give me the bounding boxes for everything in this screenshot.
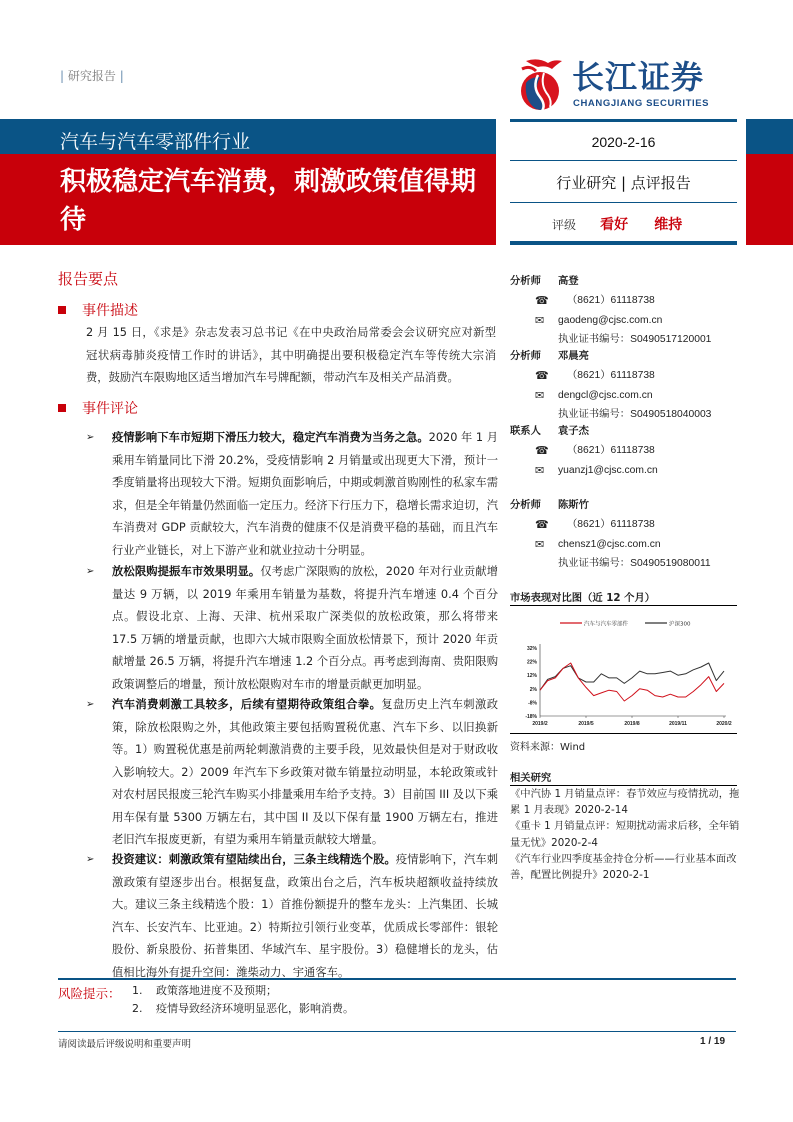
contact-role: 分析师 xyxy=(510,350,541,362)
divider xyxy=(510,160,737,161)
analyst-card xyxy=(510,496,750,574)
contact-license: 执业证书编号：S0490519080011 xyxy=(558,558,711,570)
svg-text:2019/8: 2019/8 xyxy=(624,721,640,727)
contact-role: 分析师 xyxy=(510,275,541,287)
svg-text:沪深300: 沪深300 xyxy=(669,621,691,628)
risk-item xyxy=(132,1000,354,1018)
event-desc-text: 2 月 15 日，《求是》杂志发表习总书记《在中央政治局常委会会议研究应对新型冠状病毒肺炎疫情工作时的讲话》，其中明确提出要积极稳定汽车等传统大宗消费，鼓励汽车限购地区适当增加汽车号牌配额，带动汽车及相关产品消费。 xyxy=(86,326,496,384)
rating-action: 维持 xyxy=(654,217,683,233)
rating-row xyxy=(510,214,737,234)
event-comment-title: 事件评论 xyxy=(82,401,138,417)
divider xyxy=(510,202,737,203)
event-desc-title: 事件描述 xyxy=(82,303,138,319)
analyst-card xyxy=(510,272,750,350)
phone-icon: ☎ xyxy=(535,444,549,458)
logo-text-en: CHANGJIANG SECURITIES xyxy=(573,98,710,109)
contact-phone: （8621）61118738 xyxy=(567,445,655,457)
bullet-lead: 投资建议：刺激政策有望陆续出台，三条主线精选个股。 xyxy=(112,853,396,866)
page-number: 1 / 19 xyxy=(700,1036,726,1047)
email-icon: ✉ xyxy=(535,537,545,551)
arrow-bullet-icon: ➢ xyxy=(86,854,95,865)
contact-phone: （8621）61118738 xyxy=(567,370,655,382)
report-info-box xyxy=(510,119,737,245)
risk-divider xyxy=(58,978,736,980)
svg-text:2019/11: 2019/11 xyxy=(669,721,687,727)
risk-number: 1. xyxy=(132,984,143,997)
svg-text:2020/2: 2020/2 xyxy=(716,721,732,727)
chart-source: 资料来源：Wind xyxy=(510,733,737,753)
section-title: 报告要点 xyxy=(58,270,119,288)
risk-item xyxy=(132,982,354,1000)
square-bullet-icon xyxy=(58,306,66,314)
risk-label: 风险提示： xyxy=(58,986,121,1001)
industry-title: 汽车与汽车零部件行业 xyxy=(60,131,251,153)
svg-text:2019/5: 2019/5 xyxy=(578,721,594,727)
rating-value: 看好 xyxy=(600,217,629,233)
phone-icon: ☎ xyxy=(535,518,549,532)
company-logo xyxy=(518,55,733,113)
analyst-card xyxy=(510,347,750,425)
risk-number: 2. xyxy=(132,1002,143,1015)
svg-text:2019/2: 2019/2 xyxy=(532,721,548,727)
svg-text:2%: 2% xyxy=(529,686,537,693)
svg-text:汽车与汽车零部件: 汽车与汽车零部件 xyxy=(584,621,629,628)
email-icon: ✉ xyxy=(535,313,545,327)
contact-phone: （8621）61118738 xyxy=(567,519,655,531)
contact-license: 执业证书编号：S0490517120001 xyxy=(558,334,712,346)
bullet-text: 复盘历史上汽车刺激政策，除放松限购之外，其他政策主要包括购置税优惠、汽车下乡、以旧换新等。1）购置税优惠是前两轮刺激消费的主要手段，见效最快但是对于财政收入影响较大。2）2009 年汽车下乡政策对微车销量拉动明显，本轮政策或针对农村居民报废三轮汽车购买小排量乘用车给予支持。3）目前国 III 及以下乘用车保有量 5300 万辆左右，其中国 II 及以下保有量 1900 万辆左右，推进老旧汽车报废更新，有望为乘用车销量贡献较大增量。 xyxy=(112,698,499,846)
tag-divider: | xyxy=(119,69,124,83)
related-item[interactable]: 《重卡 1 月销量点评：短期扰动需求后移，全年销量无忧》2020-2-4 xyxy=(510,820,740,849)
bullet-lead: 放松限购提振车市效果明显。 xyxy=(112,565,261,578)
comment-bullet xyxy=(86,561,498,696)
bullet-text: 仅考虑广深限购的放松，2020 年对行业贡献增量达 9 万辆，以 2019 年乘用车销量为基数，将提升汽车增速 0.4 个百分点。假设北京、上海、天津、杭州采取广深类似的放松政策，那么将带来 17.5 万辆的增量贡献，也即六大城市限购全面放松情景下，预计 2020 年贡献增量 26.5 万辆，将提升汽车增速 1.2 个百分点。再考虑到海南、贵阳限购政策调整后的增量，预计放松限购对车市的增量贡献更加明显。 xyxy=(112,565,498,691)
contact-email[interactable]: chensz1@cjsc.com.cn xyxy=(558,538,661,550)
arrow-bullet-icon: ➢ xyxy=(86,432,95,443)
phone-icon: ☎ xyxy=(535,369,549,383)
risk-text: 疫情导致经济环境明显恶化，影响消费。 xyxy=(156,1002,354,1015)
arrow-bullet-icon: ➢ xyxy=(86,699,95,710)
chart-title: 市场表现对比图（近 12 个月） xyxy=(510,589,737,606)
svg-text:12%: 12% xyxy=(526,673,537,680)
bullet-text: 2020 年 1 月乘用车销量同比下滑 20.2%，受疫情影响 2 月销量或出现更大下滑，预计一季度销量将出现较大下滑。短期负面影响后，中期或刺激首购刚性的私家车需求，但是全年销量仍然面临一定压力。经济下行压力下，稳增长需求迫切，汽车消费对 GDP 贡献较大，汽车消费的健康不仅是消费平稳的基础，而且汽车行业产业链长，对上下游产业和就业拉动十分明显。 xyxy=(112,431,498,557)
related-research-title: 相关研究 xyxy=(510,769,737,786)
related-research-list xyxy=(510,786,742,883)
related-item[interactable]: 《中汽协 1 月销量点评：春节效应与疫情扰动，拖累 1 月表现》2020-2-14 xyxy=(510,788,740,817)
phone-icon: ☎ xyxy=(535,294,549,308)
logo-text-cn: 长江证券 xyxy=(572,58,705,96)
tag-divider: | xyxy=(60,69,65,83)
market-performance-chart xyxy=(510,612,735,732)
event-desc-heading xyxy=(58,300,138,320)
comment-bullet xyxy=(86,427,498,562)
contact-name: 高登 xyxy=(558,275,579,287)
svg-text:-8%: -8% xyxy=(528,700,537,707)
contact-role: 联系人 xyxy=(510,425,541,437)
bullet-lead: 疫情影响下车市短期下滑压力较大，稳定汽车消费为当务之急。 xyxy=(112,431,429,444)
related-item[interactable]: 《汽车行业四季度基金持仓分析——行业基本面改善，配置比例提升》2020-2-1 xyxy=(510,852,737,882)
contact-role: 分析师 xyxy=(510,499,541,511)
contact-name: 袁子杰 xyxy=(558,425,589,437)
report-type-tag xyxy=(60,67,124,84)
comment-bullet xyxy=(86,694,498,852)
header-band-red-right xyxy=(746,154,793,245)
risk-list xyxy=(132,982,354,1018)
contact-name: 邓晨亮 xyxy=(558,350,589,362)
email-icon: ✉ xyxy=(535,463,545,477)
contact-card xyxy=(510,422,750,480)
header-band-blue-right xyxy=(746,119,793,154)
comment-bullet xyxy=(86,849,498,984)
event-comment-heading xyxy=(58,398,138,418)
rating-label: 评级 xyxy=(552,218,577,232)
svg-text:32%: 32% xyxy=(526,646,537,652)
contact-email[interactable]: yuanzj1@cjsc.com.cn xyxy=(558,464,658,476)
contact-license: 执业证书编号：S0490518040003 xyxy=(558,409,712,421)
bullet-text: 疫情影响下，汽车刺激政策有望逐步出台。根据复盘，政策出台之后，汽车板块超额收益持续放大。建议三条主线精选个股：1）首推份额提升的整车龙头：上汽集团、长城汽车、长安汽车、比亚迪。2）特斯拉引领行业变革，优质成长零部件：银轮股份、新泉股份、拓普集团、华域汽车、星宇股份。3）稳健增长的龙头，估值相比海外有提升空间：潍柴动力、宇通客车。 xyxy=(112,853,498,979)
report-category: 行业研究 | 点评报告 xyxy=(556,174,691,192)
report-date: 2020-2-16 xyxy=(591,134,656,150)
dragon-logo-icon xyxy=(518,55,566,113)
contact-email[interactable]: dengcl@cjsc.com.cn xyxy=(558,389,653,401)
risk-text: 政策落地进度不及预期； xyxy=(156,984,277,997)
report-type-label: 研究报告 xyxy=(67,69,116,83)
contact-email[interactable]: gaodeng@cjsc.com.cn xyxy=(558,314,663,326)
report-headline: 积极稳定汽车消费，刺激政策值得期待 xyxy=(60,167,477,235)
arrow-bullet-icon: ➢ xyxy=(86,566,95,577)
email-icon: ✉ xyxy=(535,388,545,402)
square-bullet-icon xyxy=(58,404,66,412)
contact-name: 陈斯竹 xyxy=(558,499,589,511)
svg-text:22%: 22% xyxy=(526,659,537,666)
footer-divider xyxy=(58,1031,736,1032)
bullet-lead: 汽车消费刺激工具较多，后续有望期待政策组合拳。 xyxy=(112,698,382,711)
footer-disclaimer: 请阅读最后评级说明和重要声明 xyxy=(58,1039,192,1050)
line-chart xyxy=(510,612,735,732)
contact-phone: （8621）61118738 xyxy=(567,295,655,307)
svg-text:-18%: -18% xyxy=(525,714,537,720)
